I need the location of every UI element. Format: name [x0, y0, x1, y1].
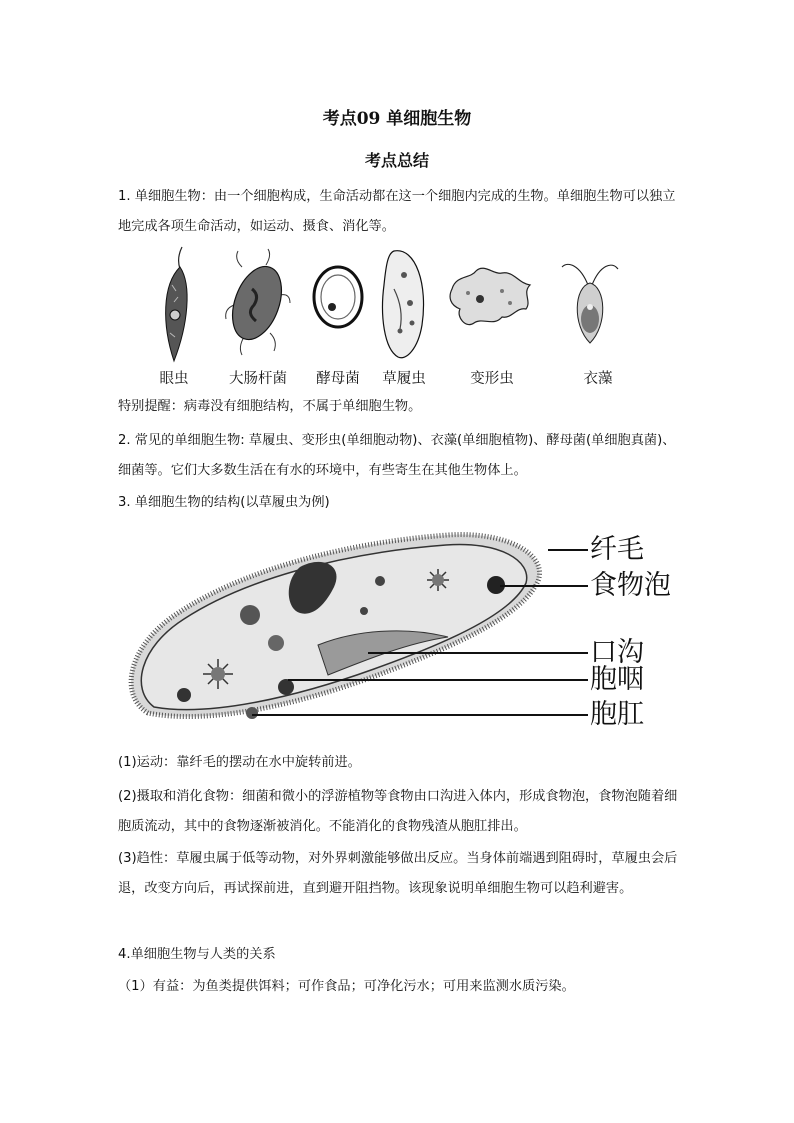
benefit-item: （1）有益：为鱼类提供饵料；可作食品；可净化污水；可用来监测水质污染。: [118, 979, 575, 994]
human-relation-heading: 4.单细胞生物与人类的关系: [118, 947, 276, 962]
organism-label: 酵母菌: [316, 371, 360, 387]
label-anal-pore: 胞肛: [590, 699, 644, 730]
organism-label: 眼虫: [159, 371, 189, 387]
structure-heading: 3. 单细胞生物的结构(以草履虫为例): [118, 495, 330, 510]
yeast-icon: [308, 245, 368, 365]
organism-label: 变形虫: [470, 371, 514, 387]
section-subtitle: 考点总结: [364, 151, 429, 170]
paramecium-icon: [376, 245, 432, 365]
organism-gallery: [140, 245, 660, 395]
label-food-vacuole: 食物泡: [590, 570, 671, 601]
movement-item: (1)运动：靠纤毛的摆动在水中旋转前进。: [118, 755, 361, 770]
virus-reminder: 特别提醒：病毒没有细胞结构，不属于单细胞生物。: [118, 399, 422, 414]
euglena-icon: [148, 245, 198, 365]
e-coli-icon: [222, 245, 292, 365]
organism-label: 草履虫: [382, 371, 426, 387]
definition-paragraph: 1. 单细胞生物：由一个细胞构成，生命活动都在这一个细胞内完成的生物。单细胞生物可以独立地完成各项生命活动，如运动、摄食、消化等。: [118, 189, 676, 234]
page-title: 考点09 单细胞生物: [322, 109, 472, 129]
amoeba-icon: [446, 245, 536, 365]
paramecium-structure-figure: [118, 525, 698, 740]
organism-label: 衣藻: [583, 371, 613, 387]
chlamydomonas-icon: [560, 245, 620, 365]
organism-label: 大肠杆菌: [229, 371, 287, 387]
common-organisms-paragraph: 2. 常见的单细胞生物: 草履虫、变形虫(单细胞动物)、衣藻(单细胞植物)、酵母菌(单细胞真菌)、细菌等。它们大多数生活在有水的环境中，有些寄生在其他生物体上。: [118, 433, 676, 478]
digestion-item: (2)摄取和消化食物：细菌和微小的浮游植物等食物由口沟进入体内，形成食物泡，食物泡随着细胞质流动，其中的食物逐渐被消化。不能消化的食物残渣从胞肛排出。: [118, 789, 678, 834]
label-oral-groove: 口沟: [590, 637, 644, 668]
label-cilia: 纤毛: [590, 534, 644, 565]
label-cytopharynx: 胞咽: [590, 664, 644, 695]
taxis-item: (3)趋性：草履虫属于低等动物，对外界刺激能够做出反应。当身体前端遇到阻碍时，草履虫会后退，改变方向后，再试探前进，直到避开阻挡物。该现象说明单细胞生物可以趋利避害。: [118, 851, 678, 896]
